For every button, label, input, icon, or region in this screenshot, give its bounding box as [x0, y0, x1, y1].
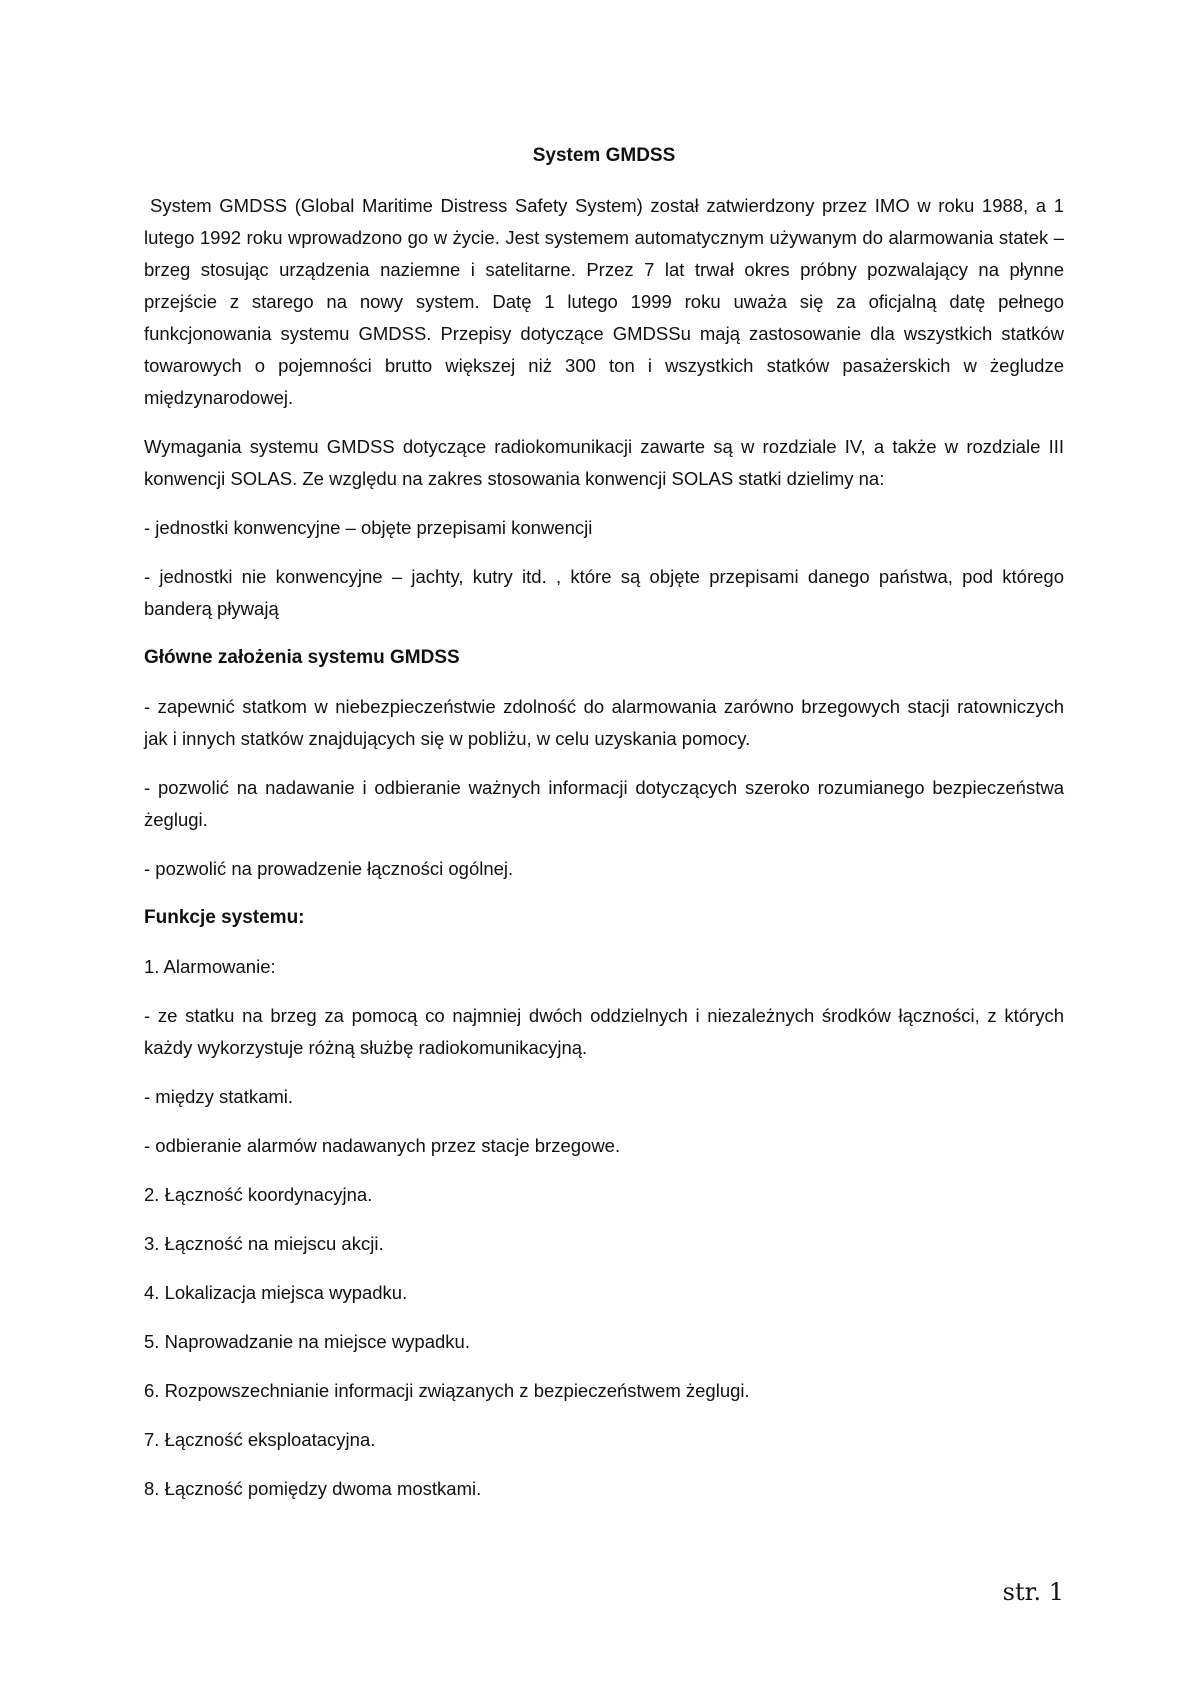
function-item: 4. Lokalizacja miejsca wypadku. [144, 1282, 408, 1303]
function-item: 2. Łączność koordynacyjna. [144, 1184, 373, 1205]
assumptions-heading: Główne założenia systemu GMDSS [144, 647, 460, 668]
page-number: str. 1 [1002, 1578, 1064, 1606]
functions-heading: Funkcje systemu: [144, 907, 305, 928]
intro-paragraph: System GMDSS (Global Maritime Distress Safety System) został zatwierdzony przez IMO w roku 1988, a 1 lutego 1992 roku wprowadzono go w życie. Jest systemem automatycznym używanym do alarmowania statek – brzeg stosując urządzenia naziemne i satelitarne. Przez 7 lat trwał okres próbny pozwalający na płynne przejście z starego na nowy system. Datę 1 lutego 1999 roku uważa się za oficjalną datę pełnego funkcjonowania systemu GMDSS. Przepisy dotyczące GMDSSu mają zastosowanie dla wszystkich statków towarowych o pojemności brutto większej niż 300 ton i wszystkich statków pasażerskich w żegludze międzynarodowej. [144, 195, 1064, 408]
function-item: 8. Łączność pomiędzy dwoma mostkami. [144, 1478, 482, 1499]
requirements-paragraph: Wymagania systemu GMDSS dotyczące radiokomunikacji zawarte są w rozdziale IV, a także w rozdziale III konwencji SOLAS. Ze względu na zakres stosowania konwencji SOLAS statki dzielimy na: [144, 436, 1064, 489]
function-item: 3. Łączność na miejscu akcji. [144, 1233, 384, 1254]
conventional-units-item: - jednostki konwencyjne – objęte przepisami konwencji [144, 517, 593, 538]
function-item: - ze statku na brzeg za pomocą co najmniej dwóch oddzielnych i niezależnych środków łączności, z których każdy wykorzystuje różną służbę radiokomunikacyjną. [144, 1005, 1064, 1058]
assumption-item: - zapewnić statkom w niebezpieczeństwie zdolność do alarmowania zarówno brzegowych stacji ratowniczych jak i innych statków znajdujących się w pobliżu, w celu uzyskania pomocy. [144, 696, 1064, 749]
assumption-item: - pozwolić na nadawanie i odbieranie ważnych informacji dotyczących szeroko rozumianego bezpieczeństwa żeglugi. [144, 777, 1064, 830]
assumption-item: - pozwolić na prowadzenie łączności ogólnej. [144, 858, 514, 879]
document-page [144, 140, 1064, 1522]
non-conventional-units-item: - jednostki nie konwencyjne – jachty, kutry itd. , które są objęte przepisami danego państwa, pod którego banderą pływają [144, 566, 1064, 619]
function-item: - między statkami. [144, 1086, 294, 1107]
document-title: System GMDSS [532, 145, 676, 166]
function-item: 1. Alarmowanie: [144, 956, 276, 977]
function-item: 7. Łączność eksploatacyjna. [144, 1429, 376, 1450]
function-item: 5. Naprowadzanie na miejsce wypadku. [144, 1331, 470, 1352]
function-item: - odbieranie alarmów nadawanych przez stacje brzegowe. [144, 1135, 621, 1156]
function-item: 6. Rozpowszechnianie informacji związanych z bezpieczeństwem żeglugi. [144, 1380, 750, 1401]
